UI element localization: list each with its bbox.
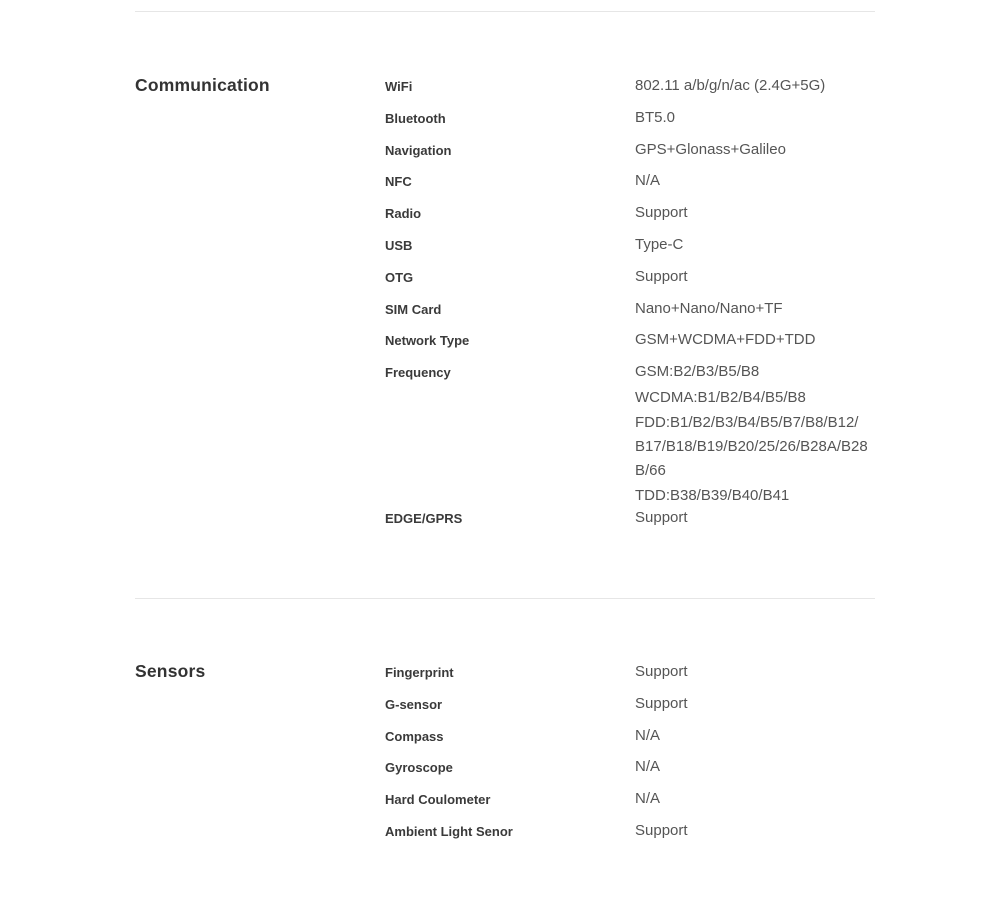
spec-row [385,362,875,508]
spec-value [635,267,875,291]
spec-value-line: N/A [635,790,661,808]
spec-label: Navigation [385,142,452,158]
spec-label: Ambient Light Senor [385,823,513,839]
spec-value [635,362,875,508]
sensors-spec-list [385,662,875,853]
spec-row [385,235,875,267]
spec-value-line: Support [635,663,688,680]
spec-row [385,757,875,789]
spec-value-line: GSM:B2/B3/B5/B8 [635,363,760,381]
spec-row [385,267,875,299]
communication-spec-list [385,76,875,540]
spec-value-line: Support [635,267,688,285]
spec-label: WiFi [385,79,413,94]
spec-label: Compass [385,728,444,744]
spec-value-line: B/66 [635,462,666,480]
spec-value [635,76,875,100]
spec-value [635,757,875,781]
spec-value-line: Support [635,821,688,839]
spec-row [385,662,875,694]
spec-value-line: N/A [635,758,661,776]
section-title-sensors: Sensors [135,661,206,681]
spec-value-line: Nano+Nano/Nano+TF [635,299,783,317]
spec-value-line: WCDMA:B1/B2/B4/B5/B8 [635,389,806,407]
spec-value-line: Support [635,204,688,222]
spec-label: Radio [385,206,422,222]
spec-value [635,235,875,259]
spec-label: G-sensor [385,696,443,712]
spec-label: EDGE/GPRS [385,510,463,526]
spec-value-line: GPS+Glonass+Galileo [635,140,786,158]
spec-value-line: 802.11 a/b/g/n/ac (2.4G+5G) [635,77,826,94]
top-divider [135,11,875,12]
spec-label: Bluetooth [385,110,446,126]
spec-row [385,108,875,140]
spec-value-line: FDD:B1/B2/B3/B4/B5/B7/B8/B12/ [635,413,859,431]
spec-row [385,140,875,172]
section-title-communication: Communication [135,75,270,95]
spec-value [635,821,875,845]
spec-value-line: N/A [635,172,661,190]
spec-value-line: GSM+WCDMA+FDD+TDD [635,331,816,349]
spec-row [385,821,875,853]
spec-value [635,789,875,813]
spec-value-line: B17/B18/B19/B20/25/26/B28A/B28 [635,438,868,456]
spec-value-line: Type-C [635,235,684,253]
spec-label: Network Type [385,333,470,349]
spec-row [385,726,875,758]
spec-value [635,299,875,323]
spec-row [385,76,875,108]
spec-value [635,203,875,227]
spec-value [635,140,875,164]
spec-row [385,694,875,726]
spec-label: OTG [385,269,414,285]
spec-label: USB [385,237,413,253]
spec-label: SIM Card [385,301,442,317]
spec-value-line: Support [635,694,688,712]
spec-value-line: N/A [635,726,661,744]
spec-label: Frequency [385,365,451,381]
spec-row [385,789,875,821]
spec-value [635,508,875,532]
spec-label: Fingerprint [385,665,454,680]
spec-label: Hard Coulometer [385,792,491,808]
spec-value-line: BT5.0 [635,108,676,126]
spec-value [635,171,875,195]
spec-row [385,171,875,203]
spec-value-line: TDD:B38/B39/B40/B41 [635,486,790,504]
spec-value [635,726,875,750]
spec-value-line: Support [635,508,688,526]
spec-value [635,662,875,686]
spec-value [635,330,875,354]
spec-row [385,508,875,540]
spec-value [635,108,875,132]
spec-label: Gyroscope [385,760,453,776]
spec-row [385,330,875,362]
spec-row [385,203,875,235]
section-divider [135,598,875,599]
spec-label: NFC [385,174,412,190]
spec-row [385,299,875,331]
spec-value [635,694,875,718]
